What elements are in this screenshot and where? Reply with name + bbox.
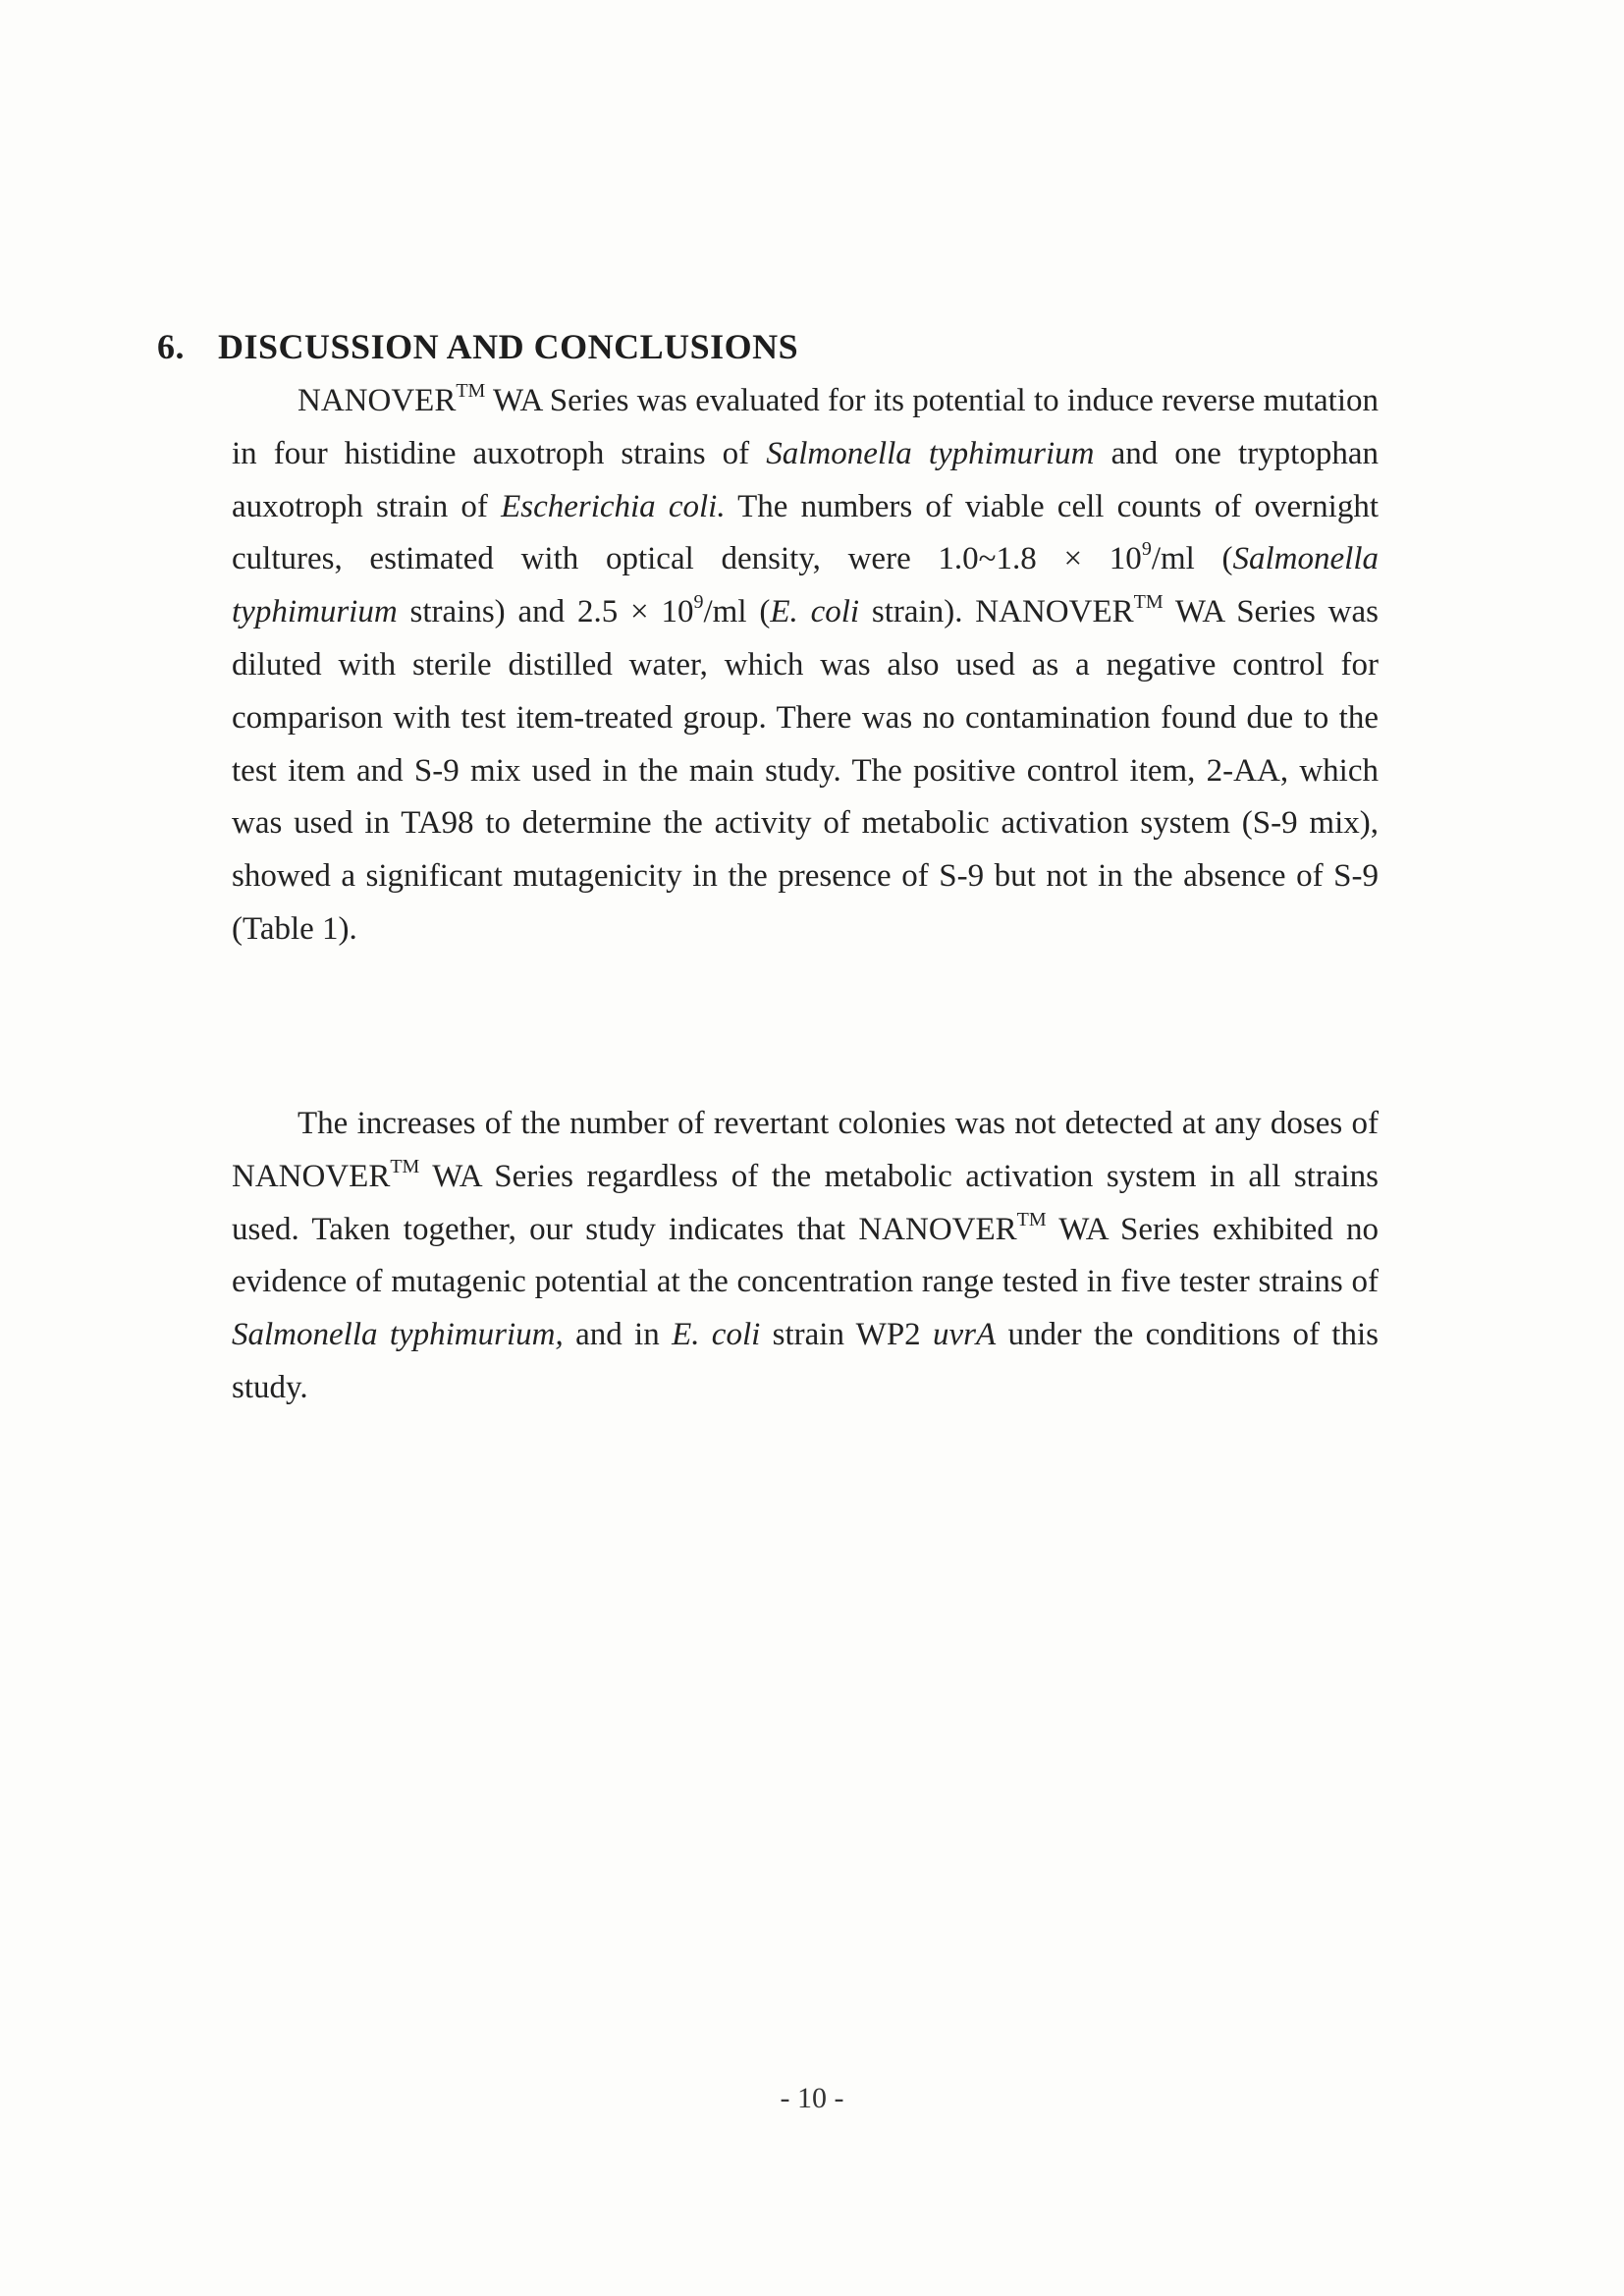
- page-number: - 10 -: [780, 2082, 844, 2114]
- text-run: WA Series regardless of the metabolic activation system in all strains used. Taken together, our study indicates that NANOVER: [232, 1158, 1379, 1247]
- text-run: under the conditions of this study.: [232, 1317, 1379, 1405]
- paragraph-conclusion: [232, 1098, 1379, 1415]
- text-run: strain). NANOVER: [859, 594, 1134, 630]
- text-run: The increases of the number of revertant colonies was not detected at any doses of NANOVER: [232, 1106, 1379, 1194]
- text-run: NANOVER: [298, 383, 457, 418]
- species-name: Salmonella typhimurium,: [232, 1317, 564, 1353]
- gene-name: uvrA: [933, 1317, 997, 1353]
- exponent-superscript: 9: [693, 591, 704, 614]
- text-run: strain WP2: [760, 1317, 934, 1353]
- section-title: DISCUSSION AND CONCLUSIONS: [218, 327, 799, 366]
- species-name: Salmonella typhimurium: [766, 435, 1095, 471]
- trademark-superscript: TM: [1016, 1208, 1047, 1230]
- exponent-superscript: 9: [1141, 538, 1152, 561]
- text-run: The numbers of viable cell counts of overnight cultures, estimated with optical density, were 1.0~1.8 × 10: [232, 488, 1380, 577]
- text-run: /ml (: [1151, 541, 1233, 577]
- section-number: 6.: [157, 327, 185, 366]
- trademark-superscript: TM: [1133, 591, 1164, 614]
- paragraph-discussion: [232, 375, 1379, 957]
- text-run: WA Series was evaluated for its potential to induce reverse mutation in four histidine auxotroph strains of: [232, 383, 1379, 471]
- species-name: Escherichia coli.: [501, 488, 726, 524]
- text-run: /ml (: [703, 594, 771, 630]
- text-run: and one tryptophan auxotroph strain of: [232, 435, 1379, 524]
- species-name: E. coli: [770, 594, 860, 630]
- trademark-superscript: TM: [456, 380, 486, 402]
- section-heading: [157, 326, 798, 367]
- text-run: strains) and 2.5 × 10: [397, 594, 694, 630]
- text-run: WA Series exhibited no evidence of mutagenic potential at the concentration range tested in five tester strains of: [232, 1211, 1379, 1300]
- trademark-superscript: TM: [390, 1155, 420, 1177]
- text-run: WA Series was diluted with sterile distilled water, which was also used as a negative control for comparison with test item-treated group. There was no contamination found due to the test item and S-9 mix used in the main study. The positive control item, 2-AA, which was used in TA98 to determine the activity of metabolic activation system (S-9 mix), showed a significant mutagenicity in the presence of S-9 but not in the absence of S-9 (Table 1).: [232, 594, 1379, 947]
- text-run: and in: [563, 1317, 673, 1353]
- species-name: Salmonella typhimurium: [232, 541, 1379, 630]
- species-name: E. coli: [672, 1317, 761, 1353]
